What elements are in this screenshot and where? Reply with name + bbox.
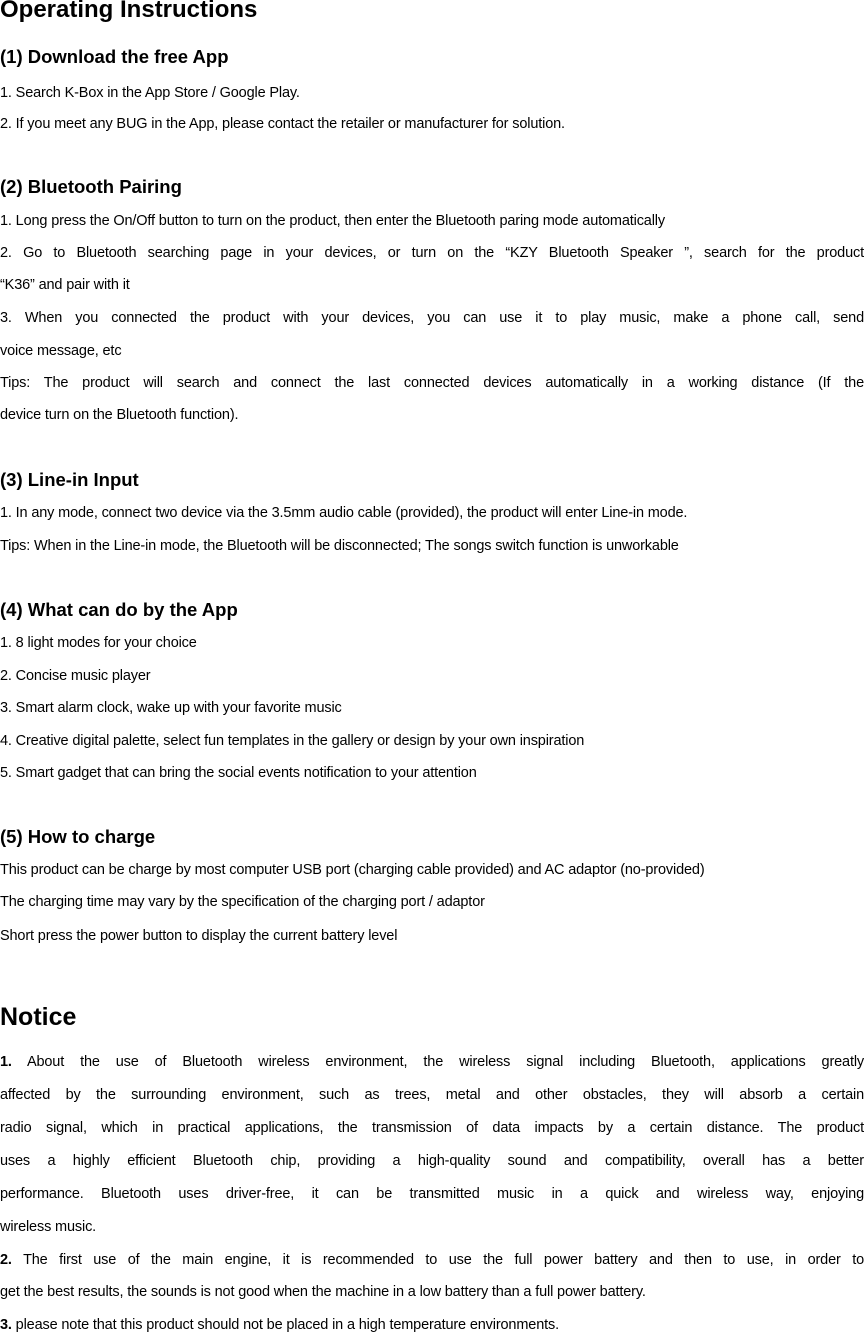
notice-item-text: The first use of the main engine, it is recommended to use the full power battery and then to use, in order to [11,1252,864,1268]
section-heading-app-features: (4) What can do by the App [0,599,238,620]
notice-item-2 [0,1250,864,1270]
page-title: Operating Instructions [0,0,258,23]
text-line: voice message, etc [0,343,122,359]
text-line: Tips: The product will search and connect the last connected devices automatically in a working distance (If the [0,375,864,391]
list-item: 2. Concise music player [0,668,151,684]
list-item: 4. Creative digital palette, select fun templates in the gallery or design by your own inspiration [0,733,585,749]
text-line: wireless music. [0,1219,97,1235]
text-line: Short press the power button to display the current battery level [0,928,398,944]
notice-item-number: 1. [0,1054,12,1070]
notice-item-1 [0,1052,864,1072]
notice-heading: Notice [0,1003,77,1031]
text-line: The charging time may vary by the specification of the charging port / adaptor [0,894,485,910]
list-item: 3. Smart alarm clock, wake up with your favorite music [0,700,342,716]
list-item: 1. 8 light modes for your choice [0,635,197,651]
text-line: 1. Search K-Box in the App Store / Google Play. [0,85,300,101]
text-line: This product can be charge by most computer USB port (charging cable provided) and AC adaptor (no-provided) [0,862,705,878]
text-line: get the best results, the sounds is not good when the machine in a low battery than a full power battery. [0,1284,646,1300]
text-line: device turn on the Bluetooth function). [0,407,239,423]
text-line: Tips: When in the Line-in mode, the Bluetooth will be disconnected; The songs switch function is unworkable [0,538,679,554]
text-line: 1. In any mode, connect two device via the 3.5mm audio cable (provided), the product will enter Line-in mode. [0,505,688,521]
section-heading-pairing: (2) Bluetooth Pairing [0,176,182,197]
notice-item-number: 3. [0,1317,12,1333]
notice-item-text: About the use of Bluetooth wireless environment, the wireless signal including Bluetooth, applications greatly [11,1054,864,1070]
text-line: 3. When you connected the product with your devices, you can use it to play music, make a phone call, send [0,310,864,326]
notice-item-text: please note that this product should not be placed in a high temperature environments. [11,1317,559,1333]
list-item: 5. Smart gadget that can bring the social events notification to your attention [0,765,477,781]
notice-item-number: 2. [0,1252,12,1268]
text-line: radio signal, which in practical applications, the transmission of data impacts by a certain distance. The product [0,1120,864,1136]
section-heading-charge: (5) How to charge [0,826,156,847]
text-line: 2. Go to Bluetooth searching page in your devices, or turn on the “KZY Bluetooth Speaker ”, search for the product [0,245,864,261]
section-heading-line-in: (3) Line-in Input [0,469,139,490]
text-line: “K36” and pair with it [0,277,130,293]
notice-item-3 [0,1315,864,1335]
text-line: affected by the surrounding environment, such as trees, metal and other obstacles, they will absorb a certain [0,1087,864,1103]
section-heading-download: (1) Download the free App [0,46,229,67]
text-line: performance. Bluetooth uses driver-free, it can be transmitted music in a quick and wireless way, enjoying [0,1186,864,1202]
text-line: 1. Long press the On/Off button to turn on the product, then enter the Bluetooth paring mode automatically [0,213,665,229]
text-line: 2. If you meet any BUG in the App, please contact the retailer or manufacturer for solution. [0,116,565,132]
text-line: uses a highly efficient Bluetooth chip, providing a high-quality sound and compatibility, overall has a better [0,1153,864,1169]
